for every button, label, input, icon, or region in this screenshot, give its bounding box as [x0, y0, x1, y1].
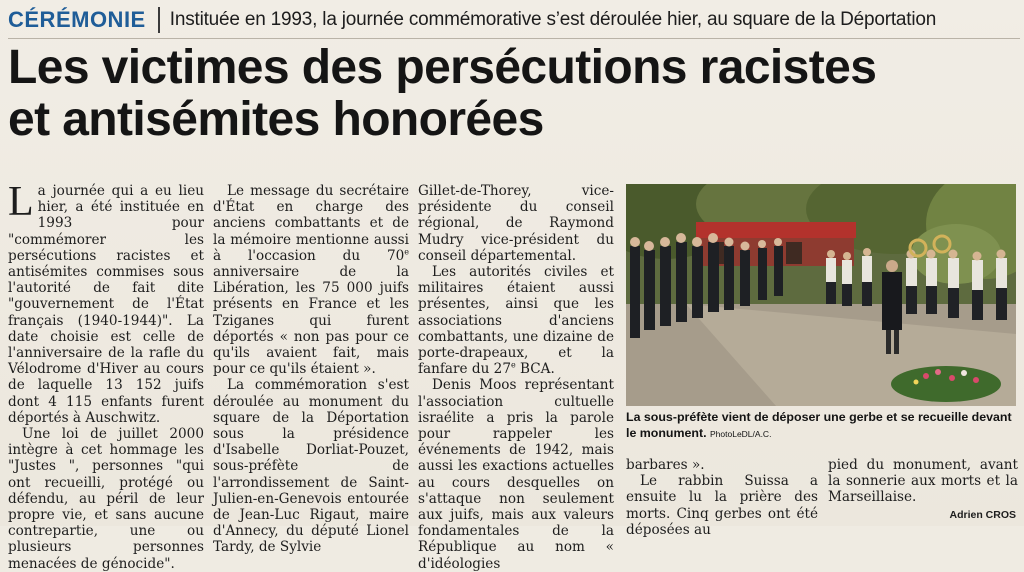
- paragraph-text: Le message du secrétaire d'État en charge des anciens combattants et de la mémoire mentionne aussi à l'occasion du 70: [213, 183, 409, 264]
- paragraph: Denis Moos représentant l'association cultuelle israélite a pris la parole pour rappeler les événements de 1942, mais aussi les exactions actuelles au cours desquelles on s'attaque non seulement aux juifs, mais aux valeurs fondamentales de la République au nom « d'idéologies: [418, 377, 614, 572]
- photo-credit: PhotoLeDL/A.C.: [710, 429, 772, 439]
- caption-text: La sous-préfète vient de déposer une gerbe et se recueille devant le monument.: [626, 410, 1012, 440]
- ceremony-photo: [626, 184, 1016, 406]
- paragraph: pied du monument, avant la sonnerie aux morts et la Marseillaise.: [828, 457, 1018, 506]
- rubric-subtitle: Instituée en 1993, la journée commémorative s’est déroulée hier, au square de la Déportation: [169, 9, 937, 30]
- article-column-5: [828, 457, 1018, 506]
- author-byline: Adrien CROS: [949, 509, 1016, 521]
- headline-line-1: Les victimes des persécutions racistes: [8, 41, 877, 94]
- paragraph: Gillet-de-Thorey, vice-présidente du conseil régional, de Raymond Mudry vice-président du conseil départemental.: [418, 183, 614, 264]
- paragraph-text: BCA.: [515, 361, 555, 378]
- paragraph: Le rabbin Suissa a ensuite lu la prière des morts. Cinq gerbes ont été déposées au: [626, 473, 818, 538]
- paragraph: barbares ».: [626, 457, 705, 473]
- rubric-bar: [8, 4, 1020, 36]
- rubric-separator: [158, 7, 160, 33]
- ceremony-photo-illustration: [626, 184, 1016, 406]
- rubric-kicker: CÉRÉMONIE: [8, 7, 146, 32]
- paragraph: Une loi de juillet 2000 intègre à cet hommage les "Justes ", personnes "qui ont recueilli, protégé ou défendu, au péril de leur propre vie, et sans aucune contrepartie, une ou plusieurs personnes menacées de génocide".: [8, 426, 204, 572]
- drop-cap: L: [8, 179, 34, 225]
- paragraph: [418, 264, 614, 377]
- paragraph: La commémoration s'est déroulée au monument du square de la Déportation sous la présidence d'Isabelle Dorliat-Pouzet, sous-préfète de l'arrondissement de Saint-Julien-en-Genevois entourée de Jean-Luc Rigaut, maire d'Annecy, du député Lionel Tardy, de Sylvie: [213, 377, 409, 556]
- paragraph-text: anniversaire de la Libération, les 75 000 juifs présents en France et les Tziganes qui furent déportés « non pas pour ce qu'ils avaient fait, mais pour ce qu'ils étaient ».: [213, 264, 409, 378]
- header-divider: [8, 38, 1020, 39]
- paragraph: [213, 183, 409, 377]
- article-column-1: [8, 179, 204, 572]
- article-column-3: [418, 183, 614, 572]
- article-headline: [8, 42, 1018, 146]
- paragraph: [8, 179, 204, 426]
- article-column-2: [213, 183, 409, 556]
- paragraph-text: Les autorités civiles et militaires étaient aussi présentes, ainsi que les associations d'anciens combattants, une dizaine de porte-drapeaux, et la fanfare du 27: [418, 264, 614, 378]
- headline-line-2: et antisémites honorées: [8, 93, 544, 146]
- superscript: e: [404, 247, 409, 257]
- paragraph-text: a journée qui a eu lieu hier, a été instituée en 1993 pour "commémorer les persécutions racistes et antisémites commises sous l'autorité de fait dite "gouvernement de l'État français (1940-1944)". La date choisie est celle de l'anniversaire de la rafle du Vélodrome d'Hiver au cours de laquelle 13 152 juifs dont 4 115 enfants furent déportés à Auschwitz.: [8, 183, 204, 426]
- photo-caption: [626, 409, 1018, 442]
- superscript: e: [510, 360, 516, 370]
